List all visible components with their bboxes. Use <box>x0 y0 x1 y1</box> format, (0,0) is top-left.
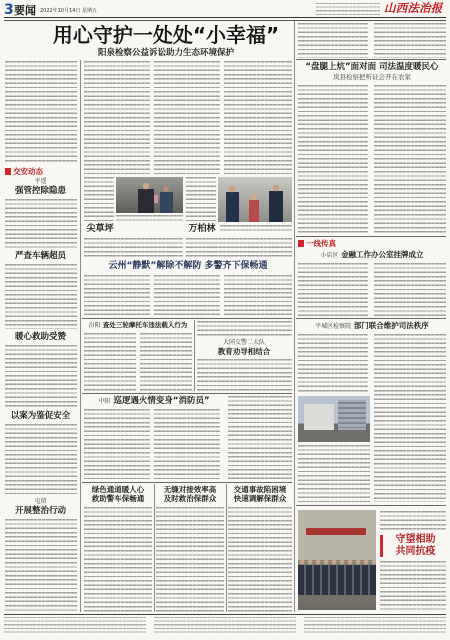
story-title: 共同抗疫 <box>395 546 436 557</box>
news-photo <box>298 510 376 610</box>
story-title: 以案为鉴促安全 <box>10 411 71 421</box>
story-title: 巡逻遇火情变身“消防员” <box>113 396 210 406</box>
footer-text <box>154 617 296 635</box>
column-rule <box>80 60 81 612</box>
story-title: 强管控除隐患 <box>14 186 66 196</box>
story-place: 平遥 <box>34 178 47 185</box>
story-body-text <box>374 23 446 58</box>
story-body-text <box>224 275 292 316</box>
story-title: 交通事故陷困境 <box>233 485 287 494</box>
section-rule <box>296 59 446 60</box>
column-rule <box>226 484 227 612</box>
story-body-text <box>298 263 368 316</box>
column-rule <box>294 21 295 612</box>
story-body-text <box>5 345 77 407</box>
story-body-text <box>156 507 224 612</box>
header-rule <box>4 17 446 18</box>
footer-rule <box>4 614 446 615</box>
story-body-text <box>298 334 368 393</box>
section-rule <box>82 393 292 394</box>
lead-headline: 用心守护一处处“小幸福” <box>52 23 280 47</box>
news-photo <box>116 177 183 213</box>
section-name: 要闻 <box>14 4 36 17</box>
section-rule <box>296 318 446 319</box>
story-headline <box>84 397 224 406</box>
lead-body-text <box>84 61 150 174</box>
story-body-text <box>5 264 77 329</box>
story-body-text <box>228 396 292 480</box>
lead-body-text <box>224 61 292 174</box>
story-title: 救助警车保畅通 <box>91 494 145 503</box>
page-number: 3 <box>4 2 14 18</box>
story-place: 中阳 <box>98 398 111 405</box>
story-title: 快速调解保群众 <box>233 494 287 503</box>
masthead-logo: 山西法治报 <box>384 1 443 15</box>
column-rule <box>154 484 155 612</box>
lead-body-text <box>154 61 220 174</box>
column-rule <box>194 320 195 391</box>
story-body-text <box>228 507 292 612</box>
footer-text <box>304 617 446 635</box>
lead-body-text <box>5 61 77 164</box>
story-headline <box>84 322 192 329</box>
story-body-text <box>5 519 77 612</box>
photo-story-place: 尖草坪 <box>86 224 114 234</box>
news-photo <box>218 177 292 222</box>
issue-date: 2022年10月14日 星期五 <box>40 8 98 14</box>
story-place: 大同交警二大队 <box>222 339 265 346</box>
section-rule <box>82 318 292 319</box>
story-title: 教育劝导相结合 <box>217 347 271 356</box>
story-title: 开展整治行动 <box>14 506 66 516</box>
story-body-text <box>197 359 292 391</box>
story-body-text <box>374 85 446 234</box>
section-rule <box>296 236 446 237</box>
photo-story-place: 万柏林 <box>188 224 216 234</box>
story-title: 云州“静默”解除不解防 多警齐下保畅通 <box>108 261 268 271</box>
story-title: 绿色通道暖人心 <box>91 485 145 494</box>
story-body-text <box>154 409 220 480</box>
story-place: 汾阳 <box>88 322 101 329</box>
photo-caption-text <box>186 177 216 221</box>
story-place: 屯留 <box>34 498 47 505</box>
story-body-text <box>84 275 150 316</box>
story-title: 查处三轮摩托车违法载人行为 <box>102 321 188 329</box>
story-body-text <box>140 333 192 391</box>
story-title: 无缝对接效率高 <box>163 485 217 494</box>
story-title: 及时救治保群众 <box>163 494 217 503</box>
story-body-text <box>298 85 368 234</box>
story-headline <box>298 322 446 330</box>
hearing-headline: “盘腿上炕”面对面 司法温度暖民心 <box>305 62 439 72</box>
story-body-text <box>84 409 150 480</box>
story-body-text <box>374 334 446 502</box>
editor-info-text <box>316 3 380 15</box>
story-body-text <box>84 333 136 391</box>
story-body-text <box>186 238 292 257</box>
header-rule-thin <box>4 20 446 21</box>
story-body-text <box>5 424 77 496</box>
story-title: 守望相助 <box>395 534 436 545</box>
frontline-label: 一线传真 <box>306 238 336 248</box>
story-body-text <box>84 507 152 612</box>
story-body-text <box>380 511 446 531</box>
story-body-text <box>374 263 446 316</box>
story-headline <box>298 251 446 259</box>
story-body-text <box>5 199 77 248</box>
story-body-text <box>84 238 183 257</box>
section-marker <box>298 240 304 247</box>
traffic-news-label: 交安动态 <box>13 166 43 176</box>
story-place: 小店区 <box>320 252 339 259</box>
photo-caption-text <box>84 177 114 221</box>
news-photo <box>298 396 370 442</box>
section-marker <box>5 168 11 175</box>
story-body-text <box>154 275 220 316</box>
story-body-text <box>298 445 370 502</box>
story-body-text <box>197 321 292 338</box>
story-body-text <box>298 23 368 58</box>
photo-caption-text <box>116 215 183 223</box>
hearing-subheadline: 岚县检察把听证会开在农家 <box>333 73 411 81</box>
photo-caption-text <box>220 225 292 233</box>
section-rule <box>82 482 292 483</box>
lead-subheadline: 阳泉检察公益诉讼助力生态环境保护 <box>97 48 234 58</box>
section-rule <box>296 505 446 506</box>
story-title: 严查车辆超员 <box>14 251 66 261</box>
section-marker <box>380 535 383 557</box>
story-title: 金融工作办公室挂牌成立 <box>341 250 424 259</box>
story-title: 暖心救助受赞 <box>14 332 66 342</box>
story-body-text <box>380 561 446 612</box>
story-title: 部门联合维护司法秩序 <box>353 321 429 330</box>
story-place: 平城区检察院 <box>315 323 352 330</box>
footer-text <box>4 617 146 635</box>
